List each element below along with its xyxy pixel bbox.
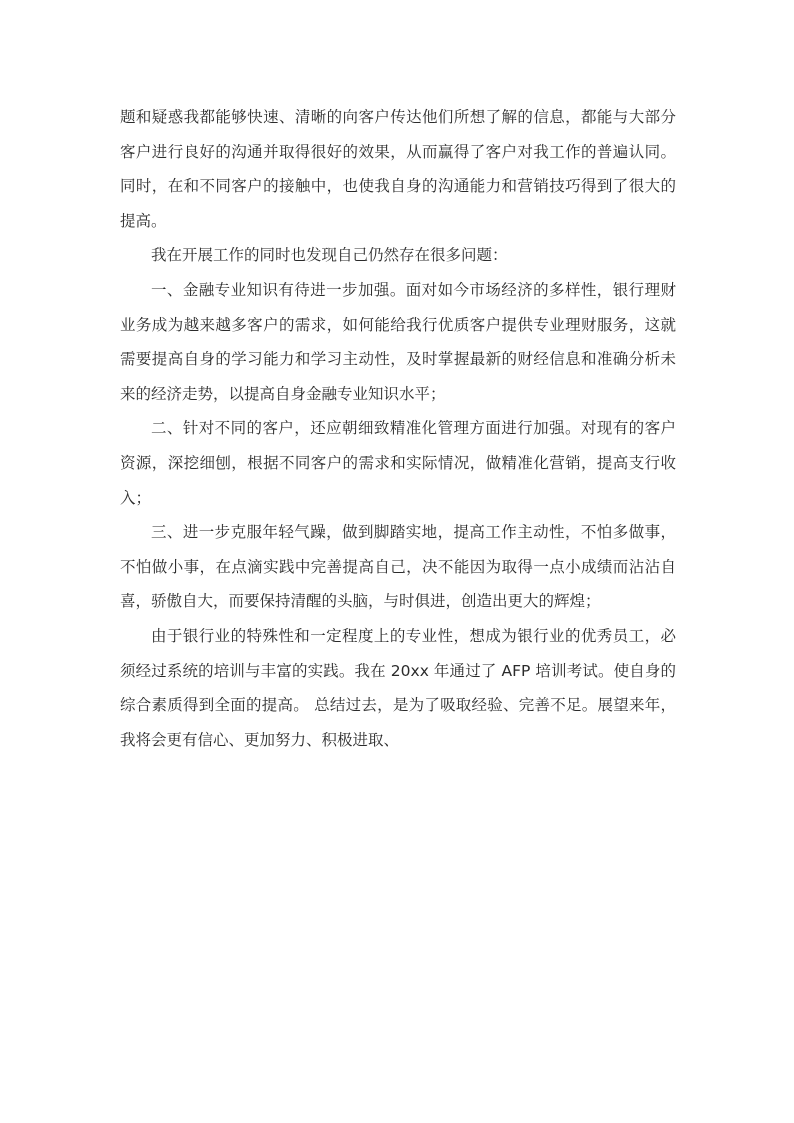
paragraph-continuation: 题和疑惑我都能够快速、清晰的向客户传达他们所想了解的信息，都能与大部分客户进行良好的沟通并取得很好的效果，从而赢得了客户对我工作的普遍认同。同时，在和不同客户的接触中，也使我自身的沟通能力和营销技巧得到了很大的提高。 <box>120 108 676 230</box>
paragraph-problem-3: 三、进一步克服年轻气躁，做到脚踏实地，提高工作主动性，不怕多做事，不怕做小事，在点滴实践中完善提高自己，决不能因为取得一点小成绩而沾沾自喜，骄傲自大，而要保持清醒的头脑，与时俱进，创造出更大的辉煌； <box>120 523 676 611</box>
paragraph-summary: 由于银行业的特殊性和一定程度上的专业性，想成为银行业的优秀员工，必须经过系统的培训与丰富的实践。我在 20xx 年通过了 AFP 培训考试。使自身的综合素质得到全面的提高。 总结过去，是为了吸取经验、完善不足。展望来年，我将会更有信心、更加努力、积极进取、 <box>120 626 676 749</box>
document-body <box>120 100 676 757</box>
paragraph-problem-2: 二、针对不同的客户，还应朝细致精准化管理方面进行加强。对现有的客户资源，深挖细刨，根据不同客户的需求和实际情况，做精准化营销，提高支行收入； <box>120 419 676 507</box>
paragraph-problem-1: 一、金融专业知识有待进一步加强。面对如今市场经济的多样性，银行理财业务成为越来越多客户的需求，如何能给我行优质客户提供专业理财服务，这就需要提高自身的学习能力和学习主动性，及时掌握最新的财经信息和准确分析未来的经济走势，以提高自身金融专业知识水平； <box>120 280 676 403</box>
paragraph-problems-intro: 我在开展工作的同时也发现自己仍然存在很多问题： <box>151 246 508 265</box>
